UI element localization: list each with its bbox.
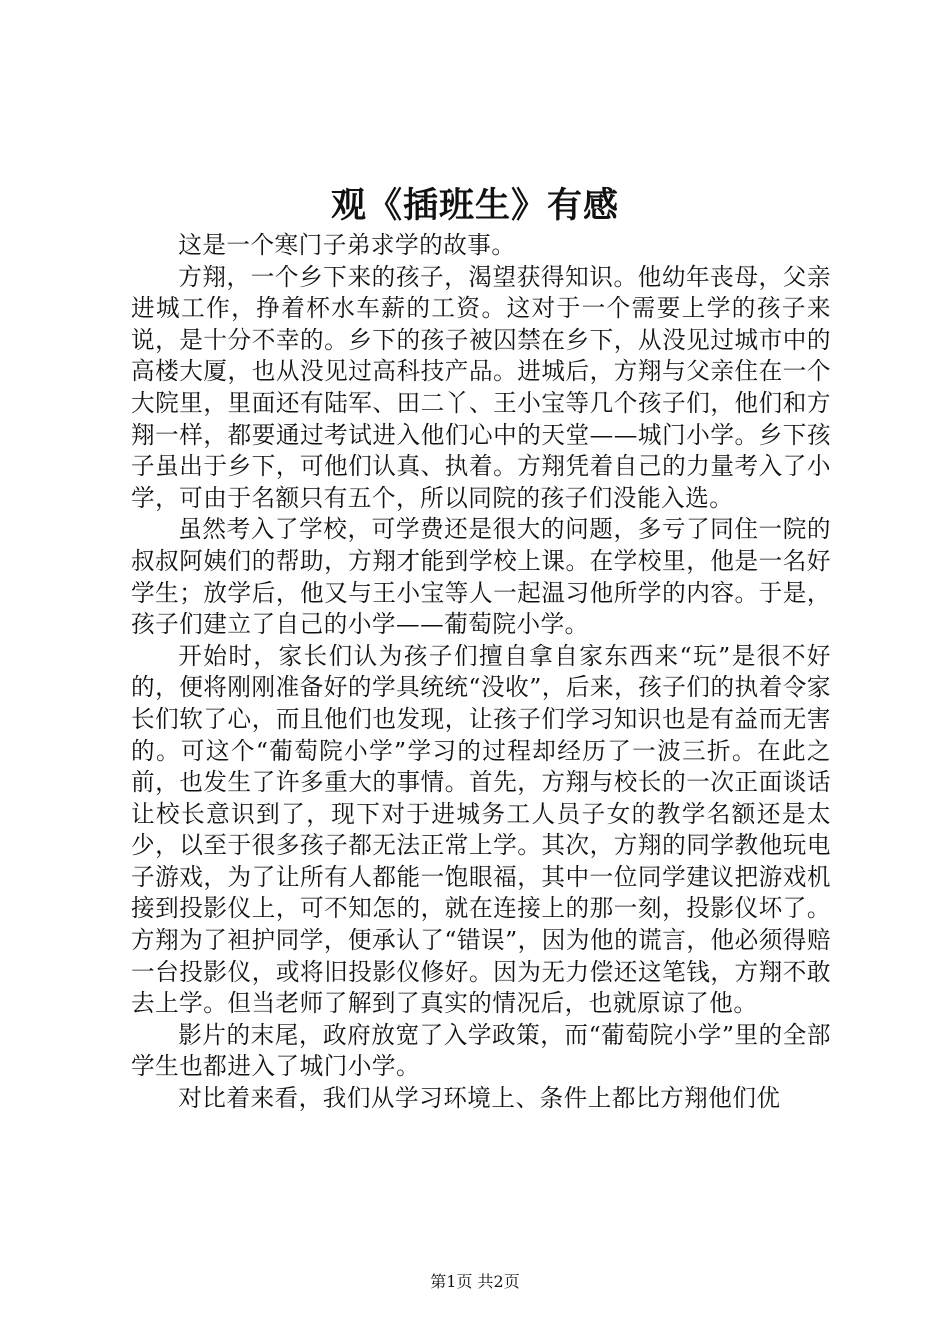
page-number-footer: 第1页 共2页 xyxy=(430,1272,520,1291)
paragraph: 影片的末尾，政府放宽了入学政策，而“葡萄院小学”里的全部学生也都进入了城门小学。 xyxy=(131,1020,831,1081)
paragraph: 开始时，家长们认为孩子们擅自拿自家东西来“玩”是很不好的，便将刚刚准备好的学具统统“没收”，后来，孩子们的执着令家长们软了心，而且他们也发现，让孩子们学习知识也是有益而无害的。可这个“葡萄院小学”学习的过程却经历了一波三折。在此之前，也发生了许多重大的事情。首先，方翔与校长的一次正面谈话让校长意识到了，现下对于进城务工人员子女的教学名额还是太少，以至于很多孩子都无法正常上学。其次，方翔的同学教他玩电子游戏，为了让所有人都能一饱眼福，其中一位同学建议把游戏机接到投影仪上，可不知怎的，就在连接上的那一刻，投影仪坏了。方翔为了袒护同学，便承认了“错误”，因为他的谎言，他必须得赔一台投影仪，或将旧投影仪修好。因为无力偿还这笔钱，方翔不敢去上学。但当老师了解到了真实的情况后，也就原谅了他。 xyxy=(131,641,831,1018)
paragraph: 这是一个寒门子弟求学的故事。 xyxy=(178,231,516,259)
document-title: 观《插班生》有感 xyxy=(330,185,619,226)
paragraph: 虽然考入了学校，可学费还是很大的问题，多亏了同住一院的叔叔阿姨们的帮助，方翔才能到学校上课。在学校里，他是一名好学生；放学后，他又与王小宝等人一起温习他所学的内容。于是，孩子们建立了自己的小学——葡萄院小学。 xyxy=(131,515,831,639)
paragraph: 方翔，一个乡下来的孩子，渴望获得知识。他幼年丧母，父亲进城工作，挣着杯水车薪的工资。这对于一个需要上学的孩子来说，是十分不幸的。乡下的孩子被囚禁在乡下，从没见过城市中的高楼大厦，也从没见过高科技产品。进城后，方翔与父亲住在一个大院里，里面还有陆军、田二丫、王小宝等几个孩子们，他们和方翔一样，都要通过考试进入他们心中的天堂——城门小学。乡下孩子虽出于乡下，可他们认真、执着。方翔凭着自己的力量考入了小学，可由于名额只有五个，所以同院的孩子们没能入选。 xyxy=(131,262,831,512)
paragraph: 对比着来看，我们从学习环境上、条件上都比方翔他们优 xyxy=(178,1084,781,1113)
document-body xyxy=(131,230,831,1115)
